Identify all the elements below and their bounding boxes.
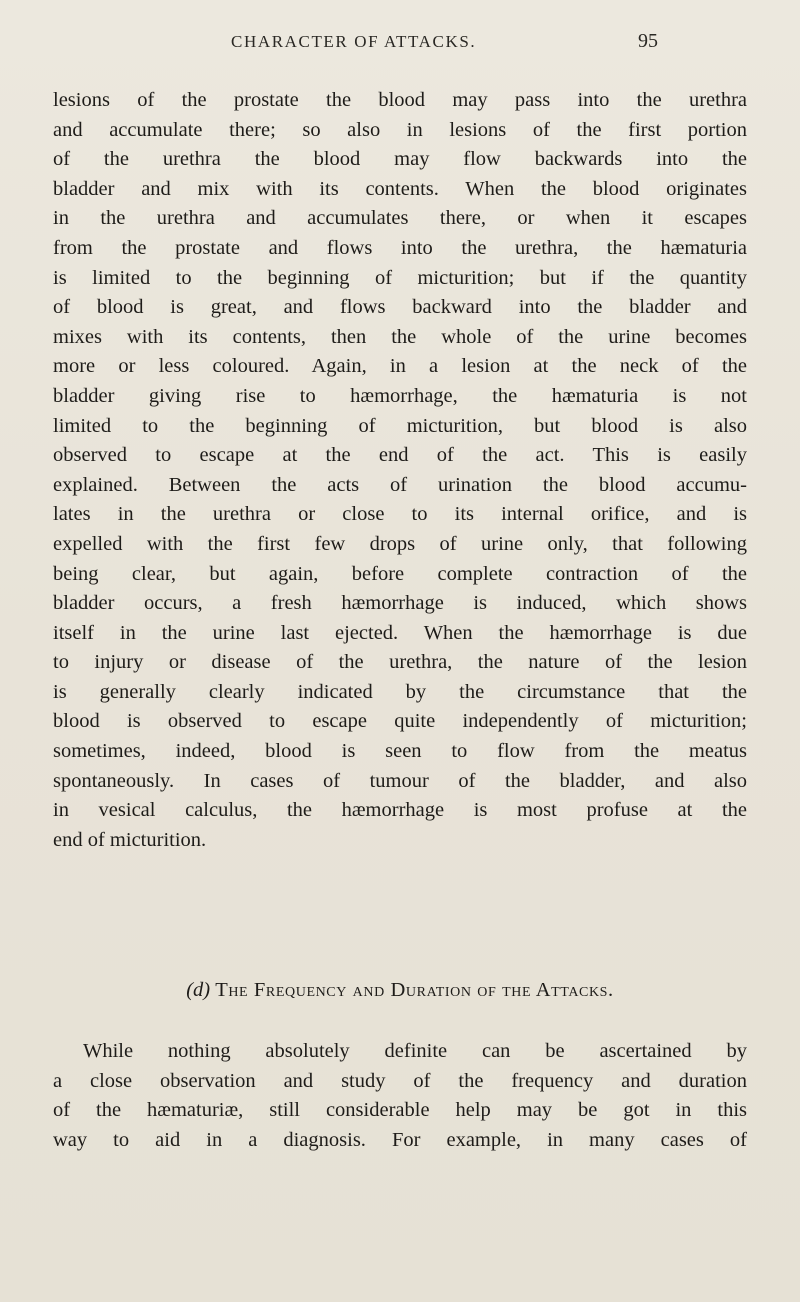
text-line: explained. Between the acts of urination the blood accumu- <box>53 473 747 496</box>
text-line: limited to the beginning of micturition, but blood is also <box>53 414 747 437</box>
text-line: expelled with the first few drops of urine only, that following <box>53 532 747 555</box>
text-line: of the urethra the blood may flow backwards into the <box>53 148 747 171</box>
text-line: end of micturition. <box>53 828 207 851</box>
text-line: bladder giving rise to hæmorrhage, the hæmaturia is not <box>53 384 747 407</box>
section-title: The Frequency and Duration of the Attacks. <box>215 979 614 1001</box>
text-line: observed to escape at the end of the act. This is easily <box>53 444 747 467</box>
page-number: 95 <box>638 30 658 52</box>
running-head <box>0 32 800 62</box>
section-mark: (d) <box>186 979 211 1001</box>
text-line: a close observation and study of the frequency and duration <box>53 1069 747 1092</box>
text-line: and accumulate there; so also in lesions of the first portion <box>53 118 747 141</box>
text-line: bladder occurs, a fresh hæmorrhage is induced, which shows <box>53 592 747 615</box>
text-line: lesions of the prostate the blood may pass into the urethra <box>53 89 747 111</box>
text-line: of blood is great, and flows backward into the bladder and <box>53 296 747 319</box>
paragraph-1 <box>53 86 747 855</box>
text-line: in vesical calculus, the hæmorrhage is most profuse at the <box>53 799 747 822</box>
section-heading <box>53 975 747 1005</box>
text-line: bladder and mix with its contents. When the blood originates <box>53 177 747 200</box>
text-line: of the hæmaturiæ, still considerable help may be got in this <box>53 1099 747 1122</box>
text-line: is generally clearly indicated by the circumstance that the <box>53 680 747 703</box>
running-title: CHARACTER OF ATTACKS. <box>231 32 477 51</box>
text-line: more or less coloured. Again, in a lesion at the neck of the <box>53 355 747 378</box>
text-line: being clear, but again, before complete contraction of the <box>53 562 747 585</box>
text-line: sometimes, indeed, blood is seen to flow from the meatus <box>53 740 747 763</box>
text-line: spontaneously. In cases of tumour of the bladder, and also <box>53 769 747 792</box>
text-line: way to aid in a diagnosis. For example, in many cases of <box>53 1128 747 1151</box>
text-line: itself in the urine last ejected. When the hæmorrhage is due <box>53 621 747 644</box>
text-line: While nothing absolutely definite can be ascertained by <box>83 1040 747 1062</box>
text-line: lates in the urethra or close to its internal orifice, and is <box>53 503 747 526</box>
paragraph-2 <box>53 1037 747 1155</box>
text-line: in the urethra and accumulates there, or when it escapes <box>53 207 747 230</box>
text-line: from the prostate and flows into the urethra, the hæmaturia <box>53 236 747 259</box>
text-line: to injury or disease of the urethra, the nature of the lesion <box>53 651 747 674</box>
text-line: mixes with its contents, then the whole of the urine becomes <box>53 325 747 348</box>
text-line: blood is observed to escape quite independently of micturition; <box>53 710 747 733</box>
text-line: is limited to the beginning of micturition; but if the quantity <box>53 266 747 289</box>
